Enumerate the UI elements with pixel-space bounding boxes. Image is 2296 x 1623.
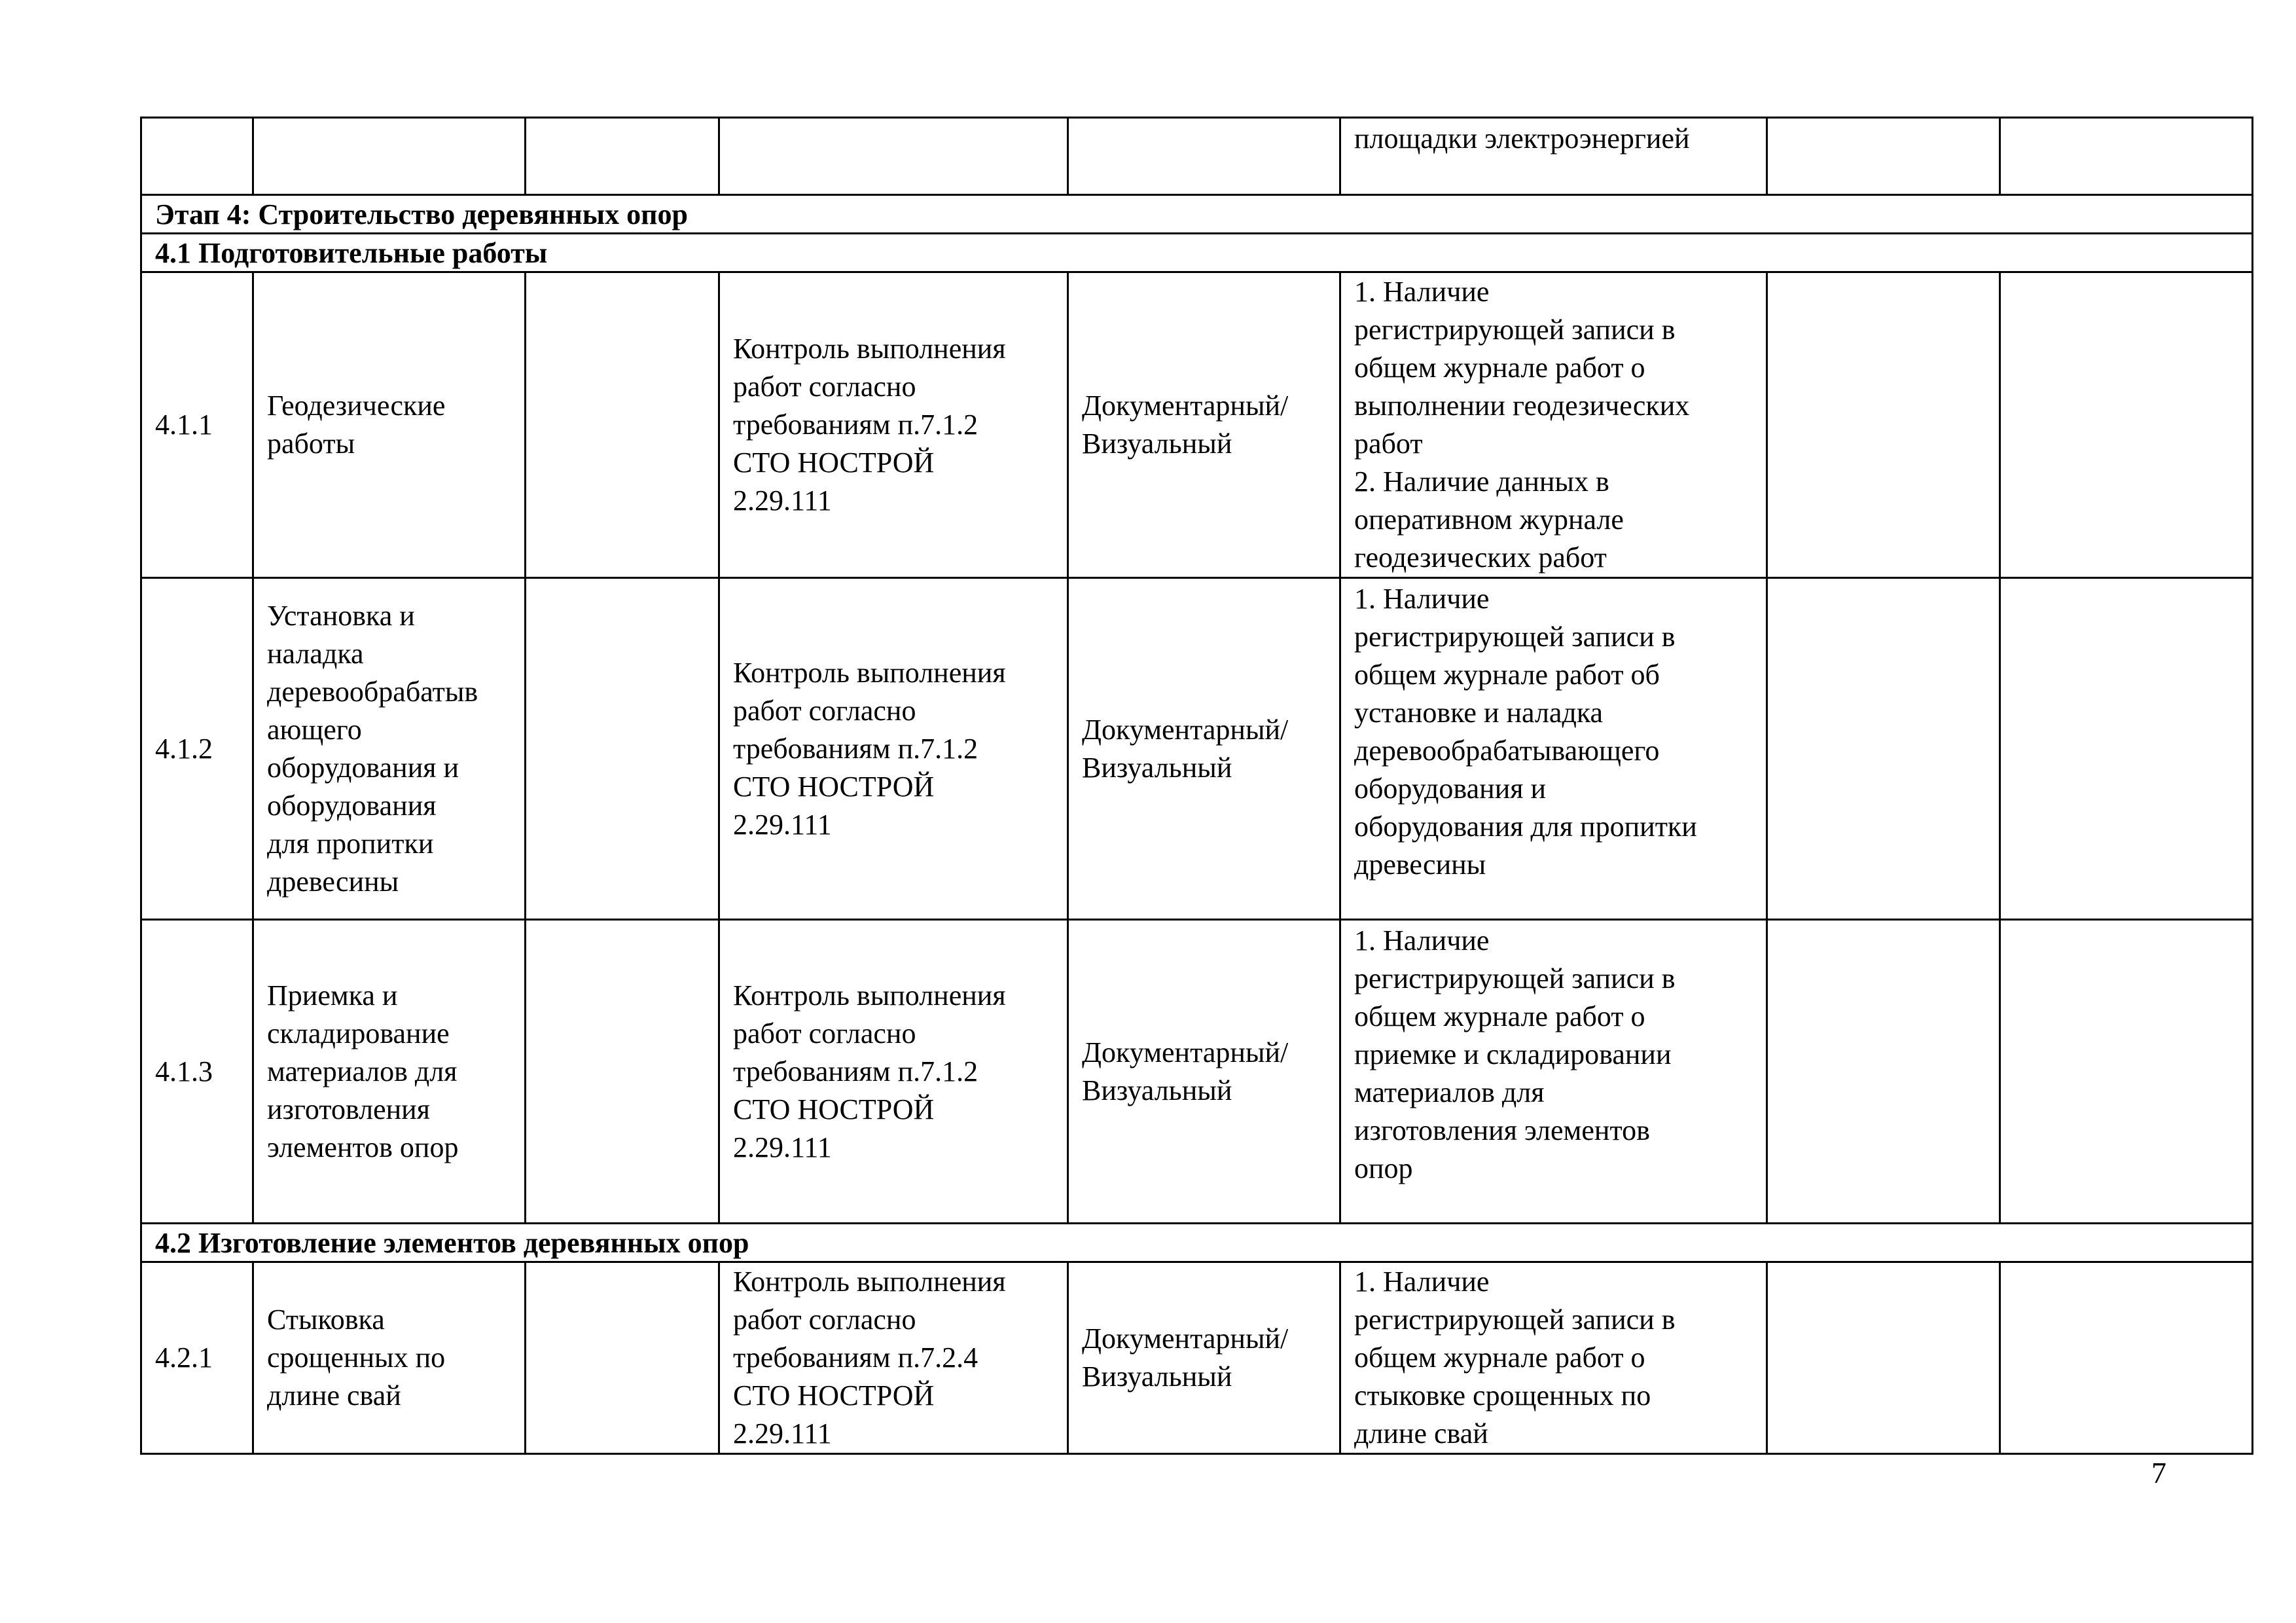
requirements-cell	[1340, 272, 1767, 578]
work-name: Геодезические работы	[267, 390, 446, 460]
empty-cell	[526, 920, 719, 1224]
control-table	[140, 117, 2253, 1455]
table-row	[141, 1262, 2253, 1454]
work-cell	[253, 1262, 526, 1454]
num-cell	[141, 578, 253, 920]
table-row	[141, 578, 2253, 920]
work-cell	[253, 920, 526, 1224]
work-cell	[253, 578, 526, 920]
empty-cell	[1767, 1262, 2000, 1454]
control-cell	[719, 920, 1068, 1224]
requirements-cell	[1340, 578, 1767, 920]
control-cell	[719, 272, 1068, 578]
empty-cell	[526, 578, 719, 920]
table-row	[141, 272, 2253, 578]
empty-cell	[2000, 920, 2253, 1224]
requirements-text: 1. Наличие регистрирующей записи в общем журнале работ о стыковке срощенных по длине свай	[1354, 1266, 1676, 1450]
num-cell	[141, 1262, 253, 1454]
control-text: Контроль выполнения работ согласно требованиям п.7.1.2 СТО НОСТРОЙ 2.29.111	[733, 333, 1006, 517]
work-cell	[253, 118, 526, 195]
row-number: 4.1.1	[155, 409, 213, 441]
method-cell	[1068, 578, 1340, 920]
table-row	[141, 920, 2253, 1224]
section-title: 4.2 Изготовление элементов деревянных опор	[141, 1224, 2253, 1262]
empty-cell	[1767, 920, 2000, 1224]
empty-cell	[526, 118, 719, 195]
empty-cell	[1767, 118, 2000, 195]
method-cell	[1068, 118, 1340, 195]
section-header-row	[141, 234, 2253, 272]
row-number: 4.1.3	[155, 1055, 213, 1087]
requirements-cell	[1340, 920, 1767, 1224]
empty-cell	[1767, 578, 2000, 920]
control-text: Контроль выполнения работ согласно требованиям п.7.1.2 СТО НОСТРОЙ 2.29.111	[733, 979, 1006, 1163]
requirements-cell	[1340, 1262, 1767, 1454]
row-number: 4.1.2	[155, 732, 213, 765]
empty-cell	[2000, 578, 2253, 920]
stage-header-row	[141, 195, 2253, 234]
table-row	[141, 118, 2253, 195]
control-cell	[719, 118, 1068, 195]
method-text: Документарный/ Визуальный	[1082, 390, 1289, 460]
requirements-cell	[1340, 118, 1767, 195]
requirements-text: 1. Наличие регистрирующей записи в общем журнале работ об установке и наладка деревообрабатывающего оборудования и оборудования для пропитки древесины	[1354, 583, 1697, 881]
method-text: Документарный/ Визуальный	[1082, 1322, 1289, 1393]
control-cell	[719, 1262, 1068, 1454]
method-text: Документарный/ Визуальный	[1082, 1036, 1289, 1106]
requirements-text: 1. Наличие регистрирующей записи в общем журнале работ о приемке и складировании материалов для изготовления элементов опор	[1354, 924, 1676, 1184]
method-cell	[1068, 1262, 1340, 1454]
section-header-row	[141, 1224, 2253, 1262]
control-cell	[719, 578, 1068, 920]
row-number: 4.2.1	[155, 1341, 213, 1374]
work-cell	[253, 272, 526, 578]
work-name: Стыковка срощенных по длине свай	[267, 1304, 446, 1412]
work-name: Приемка и складирование материалов для изготовления элементов опор	[267, 979, 459, 1163]
method-cell	[1068, 272, 1340, 578]
num-cell	[141, 272, 253, 578]
work-name: Установка и наладка деревообрабатыв ающего оборудования и оборудования для пропитки древесины	[267, 599, 478, 898]
requirements-text: 1. Наличие регистрирующей записи в общем журнале работ о выполнении геодезических работ 2. Наличие данных в оперативном журнале геодезических работ	[1354, 276, 1690, 574]
empty-cell	[2000, 272, 2253, 578]
section-title: 4.1 Подготовительные работы	[141, 234, 2253, 272]
control-text: Контроль выполнения работ согласно требованиям п.7.2.4 СТО НОСТРОЙ 2.29.111	[733, 1266, 1006, 1450]
method-cell	[1068, 920, 1340, 1224]
stage-title: Этап 4: Строительство деревянных опор	[141, 195, 2253, 234]
method-text: Документарный/ Визуальный	[1082, 713, 1289, 784]
empty-cell	[1767, 272, 2000, 578]
requirements-text: площадки электроэнергией	[1354, 122, 1690, 155]
num-cell	[141, 920, 253, 1224]
control-text: Контроль выполнения работ согласно требованиям п.7.1.2 СТО НОСТРОЙ 2.29.111	[733, 656, 1006, 841]
empty-cell	[526, 272, 719, 578]
page-number: 7	[2151, 1456, 2166, 1489]
empty-cell	[2000, 1262, 2253, 1454]
num-cell	[141, 118, 253, 195]
empty-cell	[2000, 118, 2253, 195]
empty-cell	[526, 1262, 719, 1454]
